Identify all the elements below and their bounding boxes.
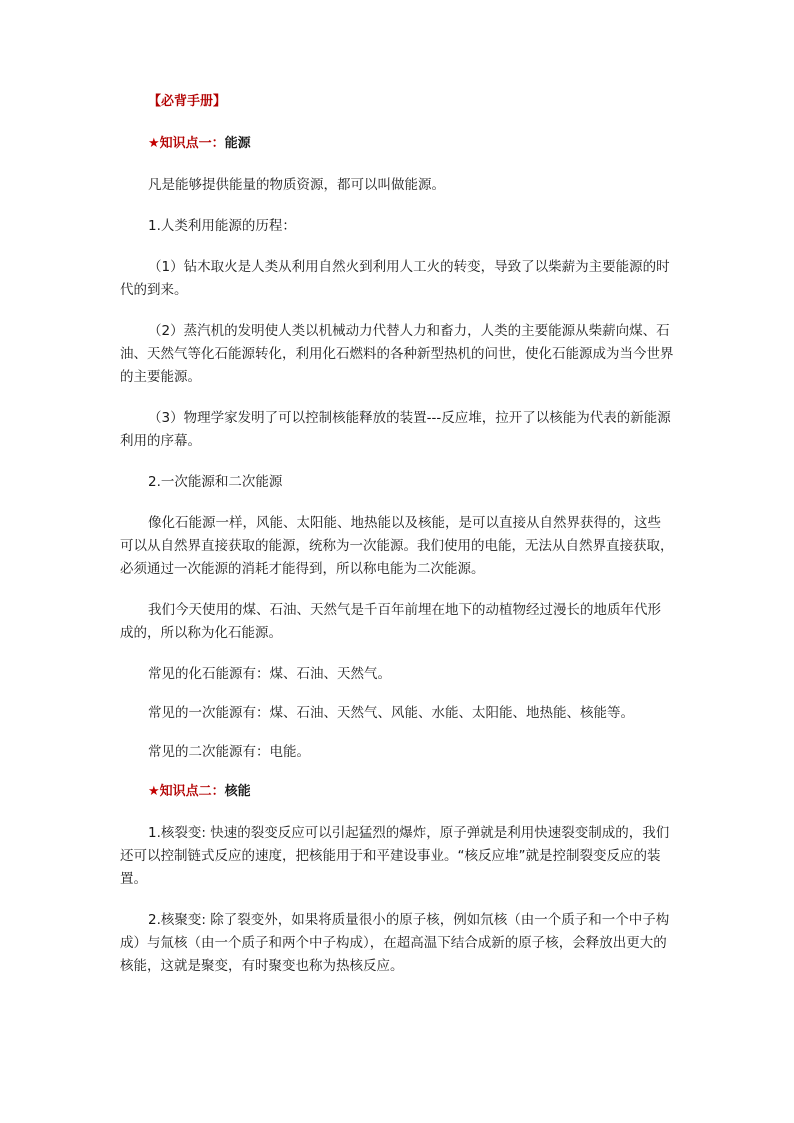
paragraph-nuclear-fission: 1.核裂变: 快速的裂变反应可以引起猛烈的爆炸，原子弹就是利用快速裂变制成的，我们还可以控制链式反应的速度，把核能用于和平建设事业。“核反应堆”就是控制裂变反应的装置。 [120,825,670,887]
paragraph-energy-definition: 凡是能够提供能量的物质资源，都可以叫做能源。 [148,177,445,193]
section-header: 【必背手册】 [148,94,227,109]
knowledge-point-2-title [148,782,674,802]
knowledge-point-1-title [148,134,674,154]
paragraph-common-fossil: 常见的化石能源有：煤、石油、天然气。 [148,666,391,682]
kp2-label: 知识点二： [159,784,225,799]
kp1-label: 知识点一： [159,136,225,151]
kp1-topic: 能源 [224,136,251,151]
paragraph-nuclear-fusion: 2.核聚变: 除了裂变外，如果将质量很小的原子核，例如氘核（由一个质子和一个中子构成）与氚核（由一个质子和两个中子构成），在超高温下结合成新的原子核，会释放出更大的核能，这就是聚变，有时聚变也称为热核反应。 [120,912,670,974]
paragraph-history-2: （2）蒸汽机的发明使人类以机械动力代替人力和畜力，人类的主要能源从柴薪向煤、石油、天然气等化石能源转化，利用化石燃料的各种新型热机的问世，使化石能源成为当今世界的主要能源。 [120,323,674,385]
paragraph-common-primary: 常见的一次能源有：煤、石油、天然气、风能、水能、太阳能、地热能、核能等。 [148,705,634,721]
paragraph-history-1: （1）钻木取火是人类从利用自然火到利用人工火的转变，导致了以柴薪为主要能源的时代的到来。 [120,259,670,298]
paragraph-primary-secondary-heading: 2.一次能源和二次能源 [148,474,283,490]
paragraph-fossil-energy: 我们今天使用的煤、石油、天然气是千百年前埋在地下的动植物经过漫长的地质年代形成的，所以称为化石能源。 [120,602,661,641]
paragraph-common-secondary: 常见的二次能源有：电能。 [148,744,310,760]
star-icon: ★ [148,136,160,151]
paragraph-history-heading: 1.人类利用能源的历程： [148,218,296,234]
paragraph-primary-secondary-explanation: 像化石能源一样，风能、太阳能、地热能以及核能，是可以直接从自然界获得的，这些可以从自然界直接获取的能源，统称为一次能源。我们使用的电能，无法从自然界直接获取，必须通过一次能源的消耗才能得到，所以称电能为二次能源。 [120,515,674,577]
star-icon: ★ [148,784,160,799]
kp2-topic: 核能 [224,784,251,799]
paragraph-history-3: （3）物理学家发明了可以控制核能释放的装置---反应堆，拉开了以核能为代表的新能源利用的序幕。 [120,410,671,449]
